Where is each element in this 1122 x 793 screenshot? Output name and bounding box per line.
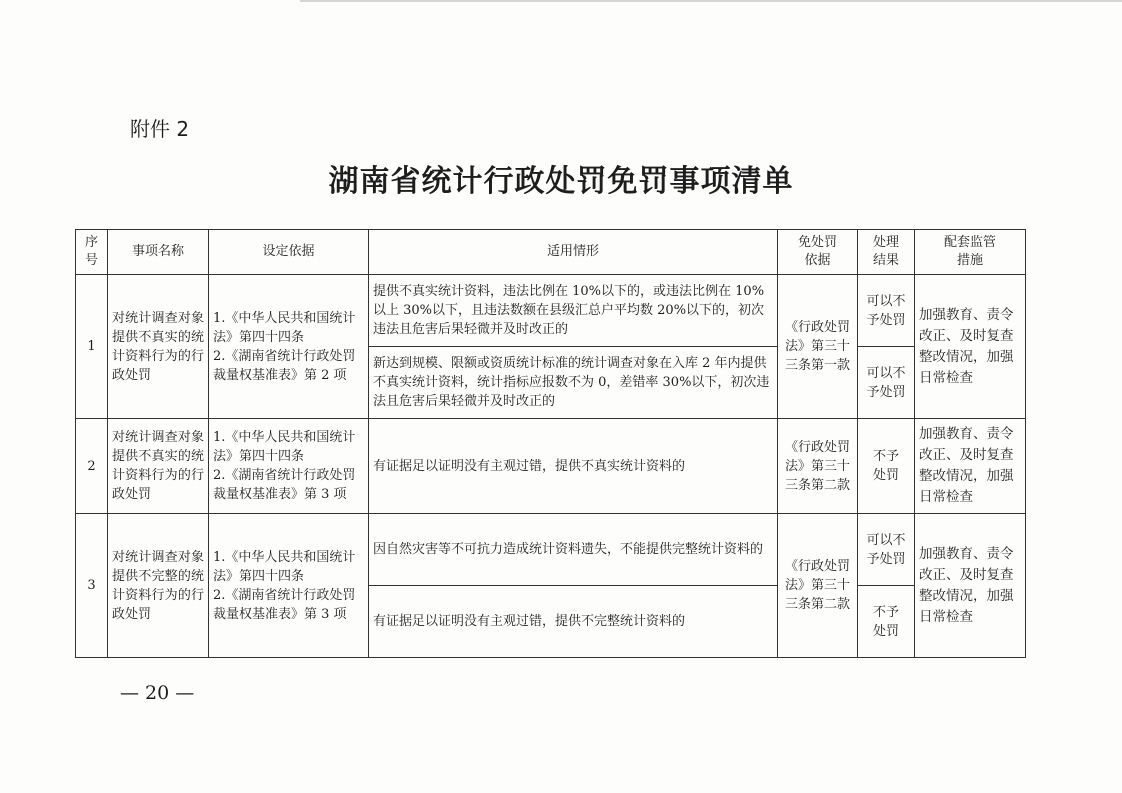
table-row <box>76 514 1026 586</box>
basis-item: 1.《中华人民共和国统计法》第四十四条 <box>213 549 356 584</box>
row-seq: 1 <box>76 275 108 419</box>
row-basis <box>209 514 369 658</box>
document-title: 湖南省统计行政处罚免罚事项清单 <box>328 164 794 199</box>
attachment-label: 附件 2 <box>130 117 190 141</box>
basis-item: 2.《湖南省统计行政处罚裁量权基准表》第 2 项 <box>213 348 356 383</box>
row-situation: 有证据足以证明没有主观过错，提供不完整统计资料的 <box>369 586 778 658</box>
row-measures: 加强教育、责令改正、及时复查整改情况，加强日常检查 <box>915 419 1026 514</box>
basis-item: 2.《湖南省统计行政处罚裁量权基准表》第 3 项 <box>213 468 356 502</box>
header-situation: 适用情形 <box>369 230 778 275</box>
header-name: 事项名称 <box>108 230 209 275</box>
row-situation: 因自然灾害等不可抗力造成统计资料遗失，不能提供完整统计资料的 <box>369 514 778 586</box>
row-result: 不予处罚 <box>858 586 915 658</box>
row-exempt-basis: 《行政处罚法》第三十三条第二款 <box>778 514 858 658</box>
exemption-list-table <box>75 229 1026 658</box>
row-result: 不予处罚 <box>858 419 915 514</box>
row-result: 可以不予处罚 <box>858 347 915 419</box>
header-exempt-basis: 免处罚依据 <box>778 230 858 275</box>
row-measures: 加强教育、责令改正、及时复查整改情况，加强日常检查 <box>915 275 1026 419</box>
header-seq: 序号 <box>76 230 108 275</box>
row-result: 可以不予处罚 <box>858 275 915 347</box>
row-result: 可以不予处罚 <box>858 514 915 586</box>
row-exempt-basis: 《行政处罚法》第三十三条第二款 <box>778 419 858 514</box>
basis-item: 1.《中华人民共和国统计法》第四十四条 <box>213 310 356 345</box>
basis-item: 1.《中华人民共和国统计法》第四十四条 <box>213 430 356 464</box>
table-row <box>76 419 1026 514</box>
row-measures: 加强教育、责令改正、及时复查整改情况，加强日常检查 <box>915 514 1026 658</box>
row-name: 对统计调查对象提供不完整的统计资料行为的行政处罚 <box>108 514 209 658</box>
row-seq: 2 <box>76 419 108 514</box>
table-header-row <box>76 230 1026 275</box>
row-name: 对统计调查对象提供不真实的统计资料行为的行政处罚 <box>108 275 209 419</box>
row-name: 对统计调查对象提供不真实的统计资料行为的行政处罚 <box>108 419 209 514</box>
basis-item: 2.《湖南省统计行政处罚裁量权基准表》第 3 项 <box>213 587 356 622</box>
header-measures: 配套监管措施 <box>915 230 1026 275</box>
header-basis: 设定依据 <box>209 230 369 275</box>
row-situation: 有证据足以证明没有主观过错，提供不真实统计资料的 <box>369 419 778 514</box>
row-exempt-basis: 《行政处罚法》第三十三条第一款 <box>778 275 858 419</box>
row-basis <box>209 275 369 419</box>
page-number: — 20 — <box>120 682 195 704</box>
header-result: 处理结果 <box>858 230 915 275</box>
row-situation: 新达到规模、限额或资质统计标准的统计调查对象在入库 2 年内提供不真实统计资料，统计指标应报数不为 0，差错率 30%以下，初次违法且危害后果轻微并及时改正的 <box>369 347 778 419</box>
table-row <box>76 275 1026 347</box>
row-basis <box>209 419 369 514</box>
scan-edge-line <box>300 0 1122 2</box>
row-seq: 3 <box>76 514 108 658</box>
row-situation: 提供不真实统计资料，违法比例在 10%以下的，或违法比例在 10%以上 30%以下，且违法数额在县级汇总户平均数 20%以下的，初次违法且危害后果轻微并及时改正的 <box>369 275 778 347</box>
